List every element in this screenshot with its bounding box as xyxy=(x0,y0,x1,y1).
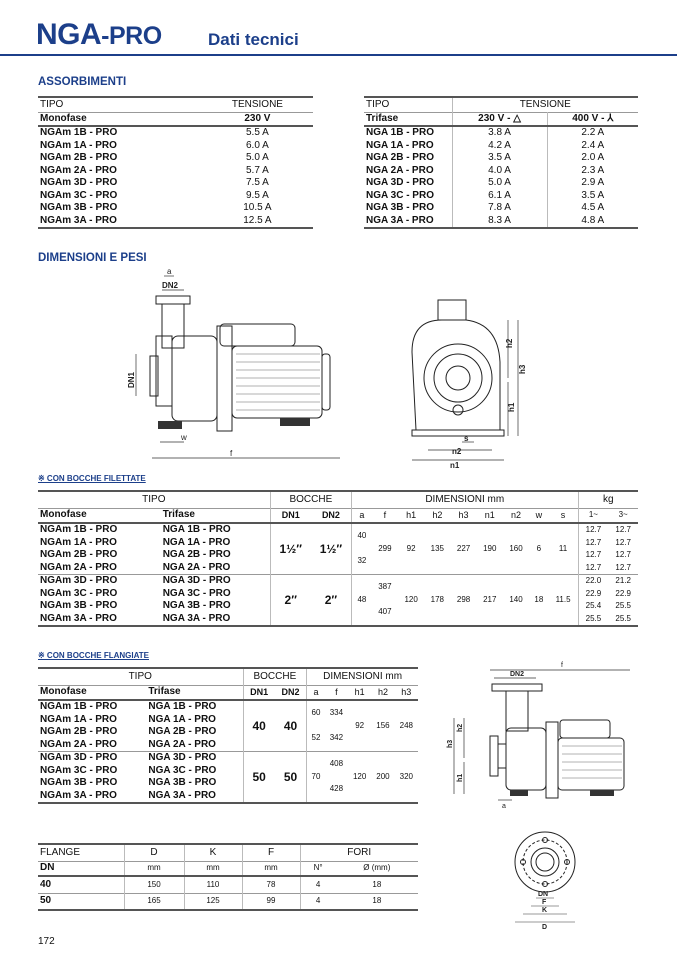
th-unit-mm: mm xyxy=(242,861,300,876)
th-diameter: Ø (mm) xyxy=(363,863,391,872)
cell-kg: 12.7 xyxy=(578,549,608,562)
th-trifase: Trifase xyxy=(162,509,195,520)
table-row xyxy=(364,202,638,215)
current-value: 12.5 A xyxy=(243,214,272,226)
table-row xyxy=(38,190,313,203)
th-h2: h2 xyxy=(377,687,388,697)
cell-dn2: 50 xyxy=(283,769,298,784)
cell-s: 11 xyxy=(558,543,568,553)
mono-rows xyxy=(38,126,313,228)
section-dimensioni: DIMENSIONI E PESI xyxy=(38,252,147,264)
th-a: a xyxy=(352,508,372,523)
cell-d: 150 xyxy=(124,876,184,893)
model-tri: NGA 2B - PRO xyxy=(162,549,231,560)
th-dn1: DN1 xyxy=(243,685,275,700)
section-filettate: ※ CON BOCCHE FILETTATE xyxy=(38,474,146,483)
flg-label-dn2: DN2 xyxy=(510,671,525,678)
cell-h3: 227 xyxy=(456,543,471,553)
table-row xyxy=(38,202,313,215)
flange-dn: 50 xyxy=(40,895,52,906)
pump-side-drawing xyxy=(120,266,345,466)
cell-kg: 12.7 xyxy=(578,523,608,537)
th-230v-delta: 230 V - △ xyxy=(452,112,547,126)
flange-sizes-table xyxy=(38,843,418,911)
model-tri: NGA 2A - PRO xyxy=(148,738,216,750)
th-f: f xyxy=(383,510,387,520)
th-f: F xyxy=(242,844,300,861)
model-name: NGAm 3B - PRO xyxy=(40,202,118,213)
cell-kg: 25.4 xyxy=(578,600,608,613)
cell-h1: 92 xyxy=(355,720,365,730)
th-n2: n2 xyxy=(510,510,521,520)
th-a: a xyxy=(307,685,325,700)
model-tri: NGA 3D - PRO xyxy=(162,575,231,586)
cell-n: 4 xyxy=(300,893,336,910)
label-n2: n2 xyxy=(452,447,462,456)
current-value: 2.9 A xyxy=(547,177,638,190)
model-mono: NGAm 3D - PRO xyxy=(40,752,118,763)
tri-rows xyxy=(364,126,638,228)
current-value: 6.0 A xyxy=(246,139,269,151)
cell-kg: 12.7 xyxy=(615,562,631,572)
th-tensione: TENSIONE xyxy=(452,97,638,112)
section-flangiate: ※ CON BOCCHE FLANGIATE xyxy=(38,651,149,660)
cell-a: 32 xyxy=(352,549,372,575)
cell-kg: 25.5 xyxy=(578,613,608,627)
label-a: a xyxy=(167,267,172,276)
cell-kg: 12.7 xyxy=(578,562,608,575)
cell-s: 11.5 xyxy=(555,594,571,604)
cell-f: 78 xyxy=(242,876,300,893)
model-mono: NGAm 1A - PRO xyxy=(40,536,117,548)
cell-diameter: 18 xyxy=(372,879,382,889)
current-value: 6.1 A xyxy=(452,190,547,203)
model-mono: NGAm 1A - PRO xyxy=(40,713,117,725)
label-h1: h1 xyxy=(507,402,516,412)
cell-dn1: 1½″ xyxy=(270,523,311,575)
model-mono: NGAm 3C - PRO xyxy=(40,587,118,599)
model-tri: NGA 3B - PRO xyxy=(148,777,217,788)
cell-h2: 200 xyxy=(376,771,390,781)
cell-a: 70 xyxy=(307,752,325,804)
cell-a: 52 xyxy=(307,726,325,752)
current-value: 5.5 A xyxy=(246,127,269,138)
model-tri: NGA 1A - PRO xyxy=(162,536,231,548)
flg-label-h1: h1 xyxy=(457,773,464,782)
cell-h2: 156 xyxy=(376,720,390,730)
cell-h2: 178 xyxy=(430,594,445,604)
th-flange: FLANGE xyxy=(40,846,81,858)
cell-w: 18 xyxy=(534,594,544,604)
th-h2: h2 xyxy=(432,510,443,520)
th-400v-star: 400 V - ⅄ xyxy=(547,112,638,126)
label-h3: h3 xyxy=(518,364,527,374)
cell-kg: 12.7 xyxy=(615,550,631,559)
page-subtitle: Dati tecnici xyxy=(208,30,299,49)
cell-h1: 120 xyxy=(404,594,418,604)
current-value: 9.5 A xyxy=(246,189,269,201)
table-row xyxy=(38,152,313,165)
cell-n2: 160 xyxy=(509,543,523,553)
th-monofase: Monofase xyxy=(40,112,87,124)
flg-label-h3: h3 xyxy=(447,739,454,748)
model-mono: NGAm 3A - PRO xyxy=(40,612,117,624)
cell-dn2: 40 xyxy=(283,718,298,733)
table-row xyxy=(38,126,313,140)
th-h1: h1 xyxy=(354,687,365,697)
cell-a: 40 xyxy=(352,523,372,549)
table-row xyxy=(364,152,638,165)
current-value: 2.4 A xyxy=(547,140,638,153)
cell-f: 99 xyxy=(242,893,300,910)
model-name: NGAm 3A - PRO xyxy=(40,214,117,226)
current-value: 2.3 A xyxy=(547,165,638,178)
model-tri: NGA 2B - PRO xyxy=(148,726,217,737)
th-n: N° xyxy=(300,861,336,876)
th-kg-3: 3~ xyxy=(618,510,628,519)
current-value: 4.8 A xyxy=(547,215,638,229)
model-tri: NGA 3C - PRO xyxy=(148,764,217,776)
current-value: 5.0 A xyxy=(246,152,269,163)
current-value: 2.0 A xyxy=(547,152,638,165)
model-tri: NGA 1A - PRO xyxy=(148,713,216,725)
model-tri: NGA 3C - PRO xyxy=(162,587,231,599)
th-dimensioni: DIMENSIONI mm xyxy=(307,668,418,685)
th-tipo: TIPO xyxy=(366,98,390,110)
current-value: 3.5 A xyxy=(452,152,547,165)
cell-dn2: 2″ xyxy=(324,592,338,607)
current-value: 7.5 A xyxy=(246,177,269,188)
model-name: NGAm 2A - PRO xyxy=(40,164,117,176)
th-monofase: Monofase xyxy=(40,686,87,697)
cell-dn2: 1½″ xyxy=(319,541,343,556)
model-mono: NGAm 3B - PRO xyxy=(40,777,118,788)
model-mono: NGAm 3B - PRO xyxy=(40,600,118,611)
model-mono: NGAm 2B - PRO xyxy=(40,549,118,560)
cell-k: 125 xyxy=(184,893,242,910)
flanged-pump-drawing xyxy=(440,658,640,818)
cell-kg: 21.2 xyxy=(615,576,631,585)
current-value: 3.8 A xyxy=(452,126,547,140)
th-tipo: TIPO xyxy=(142,493,166,505)
flg-label-f: f xyxy=(561,662,563,669)
model-name: NGAm 1B - PRO xyxy=(40,127,118,138)
model-name: NGA 1A - PRO xyxy=(366,139,434,151)
current-value: 5.7 A xyxy=(246,164,269,176)
model-name: NGAm 2B - PRO xyxy=(40,152,118,163)
table-row xyxy=(364,140,638,153)
th-trifase: Trifase xyxy=(148,686,181,697)
flg-front-f: F xyxy=(542,899,547,906)
table-row xyxy=(364,215,638,229)
model-tri: NGA 3A - PRO xyxy=(148,789,216,801)
cell-kg: 22.0 xyxy=(578,575,608,588)
th-d: D xyxy=(124,844,184,861)
current-value: 5.0 A xyxy=(452,177,547,190)
table-row xyxy=(364,165,638,178)
th-w: w xyxy=(535,510,543,520)
cell-h1: 92 xyxy=(406,543,416,553)
flanged-dimensions-table xyxy=(38,667,418,804)
th-kg-1: 1~ xyxy=(578,508,608,523)
flg-label-a: a xyxy=(502,803,506,810)
th-trifase: Trifase xyxy=(366,112,399,124)
model-name: NGAm 3D - PRO xyxy=(40,177,118,188)
tri-current-table xyxy=(364,96,638,229)
table-row xyxy=(38,165,313,178)
model-name: NGA 3A - PRO xyxy=(366,214,434,226)
cell-k: 110 xyxy=(184,876,242,893)
table-row xyxy=(364,177,638,190)
cell-kg: 12.7 xyxy=(615,525,631,534)
cell-n: 4 xyxy=(300,876,336,893)
cell-f: 387 xyxy=(378,582,392,592)
cell-n2: 140 xyxy=(509,594,523,604)
cell-f: 428 xyxy=(329,784,344,794)
th-tipo: TIPO xyxy=(128,670,152,682)
model-name: NGA 2B - PRO xyxy=(366,152,434,163)
cell-dn1: 40 xyxy=(243,700,275,752)
label-f: f xyxy=(230,449,233,458)
th-dn1: DN1 xyxy=(270,508,311,523)
th-dn2: DN2 xyxy=(281,687,300,697)
cell-kg: 12.7 xyxy=(615,537,631,547)
model-mono: NGAm 3A - PRO xyxy=(40,789,117,801)
table-row xyxy=(38,140,313,153)
th-unit-mm: mm xyxy=(124,861,184,876)
model-name: NGAm 3C - PRO xyxy=(40,189,118,201)
current-value: 2.2 A xyxy=(547,126,638,140)
model-mono: NGAm 2A - PRO xyxy=(40,561,117,573)
th-tipo: TIPO xyxy=(40,98,64,110)
flange-front-drawing xyxy=(505,822,585,932)
cell-n1: 190 xyxy=(483,543,497,553)
th-dn2: DN2 xyxy=(321,510,340,520)
model-mono: NGAm 2A - PRO xyxy=(40,738,117,750)
flg-front-d: D xyxy=(542,924,548,931)
model-mono: NGAm 2B - PRO xyxy=(40,726,118,737)
th-monofase: Monofase xyxy=(40,509,87,520)
th-h3: h3 xyxy=(458,510,469,520)
current-value: 4.0 A xyxy=(452,165,547,178)
cell-dn1: 50 xyxy=(243,752,275,804)
cell-h3: 320 xyxy=(399,771,413,781)
label-s: s xyxy=(464,434,469,443)
brand-title: NGA-PRO xyxy=(36,18,162,51)
cell-d: 165 xyxy=(124,893,184,910)
current-value: 3.5 A xyxy=(547,190,638,203)
th-fori: FORI xyxy=(300,844,418,861)
flange-dn: 40 xyxy=(40,878,52,890)
flg-front-k: K xyxy=(542,907,548,914)
current-value: 10.5 A xyxy=(243,202,272,213)
model-name: NGA 3C - PRO xyxy=(366,189,434,201)
th-unit-mm: mm xyxy=(184,861,242,876)
model-mono: NGAm 3C - PRO xyxy=(40,764,118,776)
cell-h3: 298 xyxy=(456,594,471,604)
cell-kg: 25.5 xyxy=(615,613,631,623)
cell-kg: 12.7 xyxy=(578,537,608,550)
cell-n1: 217 xyxy=(483,594,497,604)
cell-kg: 25.5 xyxy=(615,601,631,610)
model-tri: NGA 2A - PRO xyxy=(162,561,231,573)
label-dn1: DN1 xyxy=(127,371,136,388)
th-230v: 230 V xyxy=(244,112,271,124)
current-value: 4.5 A xyxy=(547,202,638,215)
table-row xyxy=(38,177,313,190)
th-dn: DN xyxy=(40,862,55,873)
threaded-dimensions-table xyxy=(38,490,638,627)
model-name: NGA 2A - PRO xyxy=(366,164,434,176)
th-k: K xyxy=(184,844,242,861)
model-tri: NGA 3A - PRO xyxy=(162,612,231,624)
current-value: 4.2 A xyxy=(452,140,547,153)
label-w: w xyxy=(181,433,187,442)
cell-f: 342 xyxy=(329,733,344,743)
cell-kg: 22.9 xyxy=(578,588,608,601)
model-mono: NGAm 3D - PRO xyxy=(40,575,118,586)
model-tri: NGA 1B - PRO xyxy=(162,524,231,535)
pump-front-drawing xyxy=(400,292,530,470)
model-tri: NGA 1B - PRO xyxy=(148,701,217,712)
th-kg: kg xyxy=(578,491,638,508)
th-bocche: BOCCHE xyxy=(270,491,351,508)
th-h3: h3 xyxy=(401,687,412,697)
cell-a: 48 xyxy=(352,575,372,627)
cell-h1: 120 xyxy=(352,771,367,781)
model-name: NGA 1B - PRO xyxy=(366,127,434,138)
th-h1: h1 xyxy=(406,510,417,520)
current-value: 8.3 A xyxy=(452,215,547,229)
cell-h2: 135 xyxy=(430,543,445,553)
section-assorbimenti: ASSORBIMENTI xyxy=(38,76,127,88)
table-row xyxy=(38,215,313,229)
table-row xyxy=(364,190,638,203)
model-tri: NGA 3B - PRO xyxy=(162,600,231,611)
th-bocche: BOCCHE xyxy=(243,668,307,685)
table-row xyxy=(364,126,638,140)
model-tri: NGA 3D - PRO xyxy=(148,752,217,763)
flg-label-h2: h2 xyxy=(457,723,464,732)
label-h2: h2 xyxy=(505,338,514,348)
th-s: s xyxy=(560,510,566,520)
cell-f: 299 xyxy=(378,543,392,553)
cell-w: 6 xyxy=(536,543,542,553)
model-name: NGA 3D - PRO xyxy=(366,177,434,188)
flg-front-dn: DN xyxy=(538,891,549,898)
model-name: NGAm 1A - PRO xyxy=(40,139,117,151)
th-f: f xyxy=(335,687,338,697)
cell-diameter: 18 xyxy=(372,896,382,905)
mono-current-table xyxy=(38,96,313,229)
cell-a: 60 xyxy=(307,700,325,726)
page-number: 172 xyxy=(38,936,55,947)
cell-dn1: 2″ xyxy=(270,575,311,627)
model-name: NGA 3B - PRO xyxy=(366,202,434,213)
header-rule xyxy=(0,54,677,56)
th-dimensioni: DIMENSIONI mm xyxy=(352,491,578,508)
model-mono: NGAm 1B - PRO xyxy=(40,524,118,535)
cell-f: 408 xyxy=(329,759,344,769)
th-n1: n1 xyxy=(484,510,495,520)
label-dn2: DN2 xyxy=(162,281,179,290)
cell-kg: 22.9 xyxy=(615,588,631,598)
th-tensione: TENSIONE xyxy=(231,98,283,110)
model-mono: NGAm 1B - PRO xyxy=(40,701,118,712)
cell-h3: 248 xyxy=(399,720,413,730)
label-n1: n1 xyxy=(450,461,460,470)
cell-f: 334 xyxy=(329,708,344,718)
cell-f: 407 xyxy=(378,607,392,617)
current-value: 7.8 A xyxy=(452,202,547,215)
